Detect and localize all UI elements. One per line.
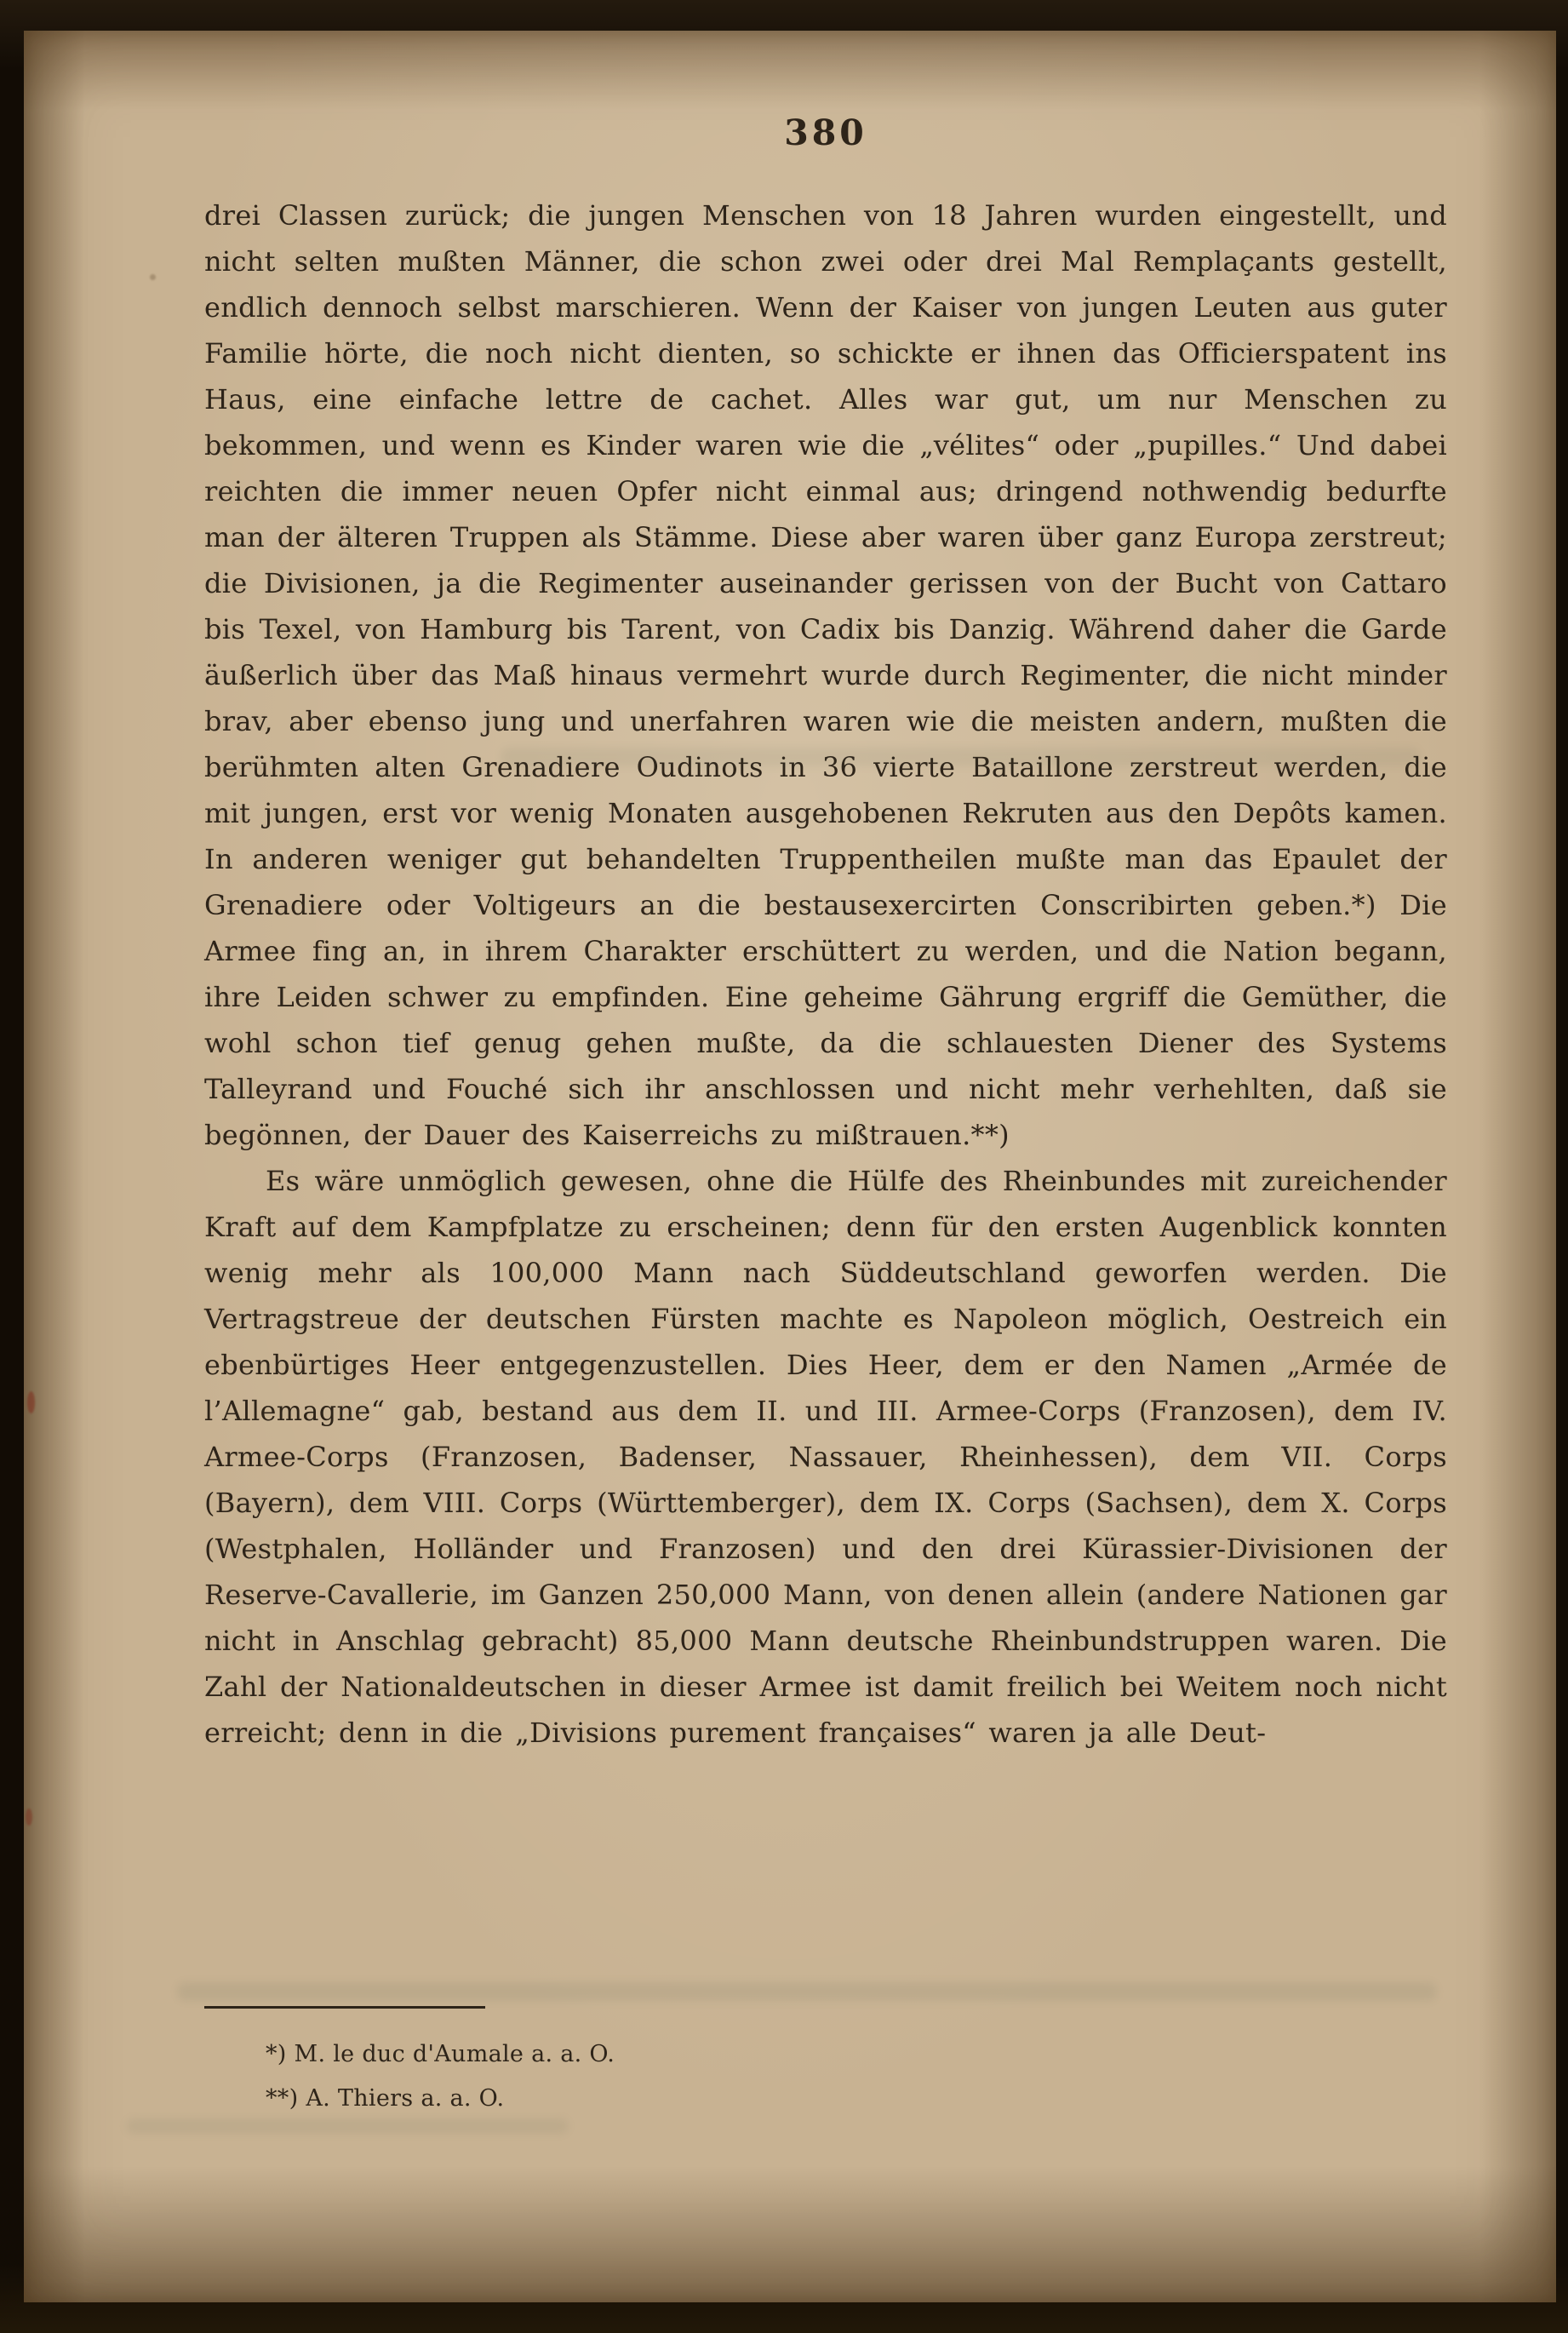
stain bbox=[27, 1391, 35, 1413]
paragraph: drei Classen zurück; die jungen Menschen von 18 Jahren wurden eingestellt, und nicht selten mußten Männer, die schon zwei oder drei Mal Remplaçants gestellt, endlich dennoch selbst marschieren. Wenn der Kaiser von jungen Leuten aus guter Familie hörte, die noch nicht dienten, so schickte er ihnen das Officierspatent ins Haus, eine einfache lettre de cachet. Alles war gut, um nur Menschen zu bekommen, und wenn es Kinder waren wie die „vélites“ oder „pupilles.“ Und dabei reichten die immer neuen Opfer nicht einmal aus; dringend nothwendig bedurfte man der älteren Truppen als Stämme. Diese aber waren über ganz Europa zerstreut; die Divisionen, ja die Regimenter auseinander gerissen von der Bucht von Cattaro bis Texel, von Hamburg bis Tarent, von Cadix bis Danzig. Während daher die Garde äußerlich über das Maß hinaus vermehrt wurde durch Regimenter, die nicht minder brav, aber ebenso jung und unerfahren waren wie die meisten andern, mußten die berühmten alten Grenadiere Oudinots in 36 vierte Bataillone zerstreut werden, die mit jungen, erst vor wenig Monaten ausgehobenen Rekruten aus den Depôts kamen. In anderen weniger gut behandelten Truppentheilen mußte man das Epaulet der Grenadiere oder Voltigeurs an die bestausexercirten Conscribirten geben.*) Die Armee fing an, in ihrem Charakter erschüttert zu werden, und die Nation begann, ihre Leiden schwer zu empfinden. Eine geheime Gährung ergriff die Gemüther, die wohl schon tief genug gehen mußte, da die schlauesten Diener des Systems Talleyrand und Fouché sich ihr anschlossen und nicht mehr verhehlten, daß sie begönnen, der Dauer des Kaiserreichs zu mißtrauen.**) bbox=[204, 199, 1447, 1151]
page-number: 380 bbox=[784, 112, 867, 153]
footnote-list bbox=[204, 2032, 1447, 2121]
footnote: **) A. Thiers a. a. O. bbox=[266, 2085, 505, 2112]
stain bbox=[150, 274, 156, 280]
footnote-separator bbox=[204, 2006, 485, 2009]
paragraph: Es wäre unmöglich gewesen, ohne die Hülfe des Rheinbundes mit zureichender Kraft auf dem Kampfplatze zu erscheinen; denn für den ersten Augenblick konnten wenig mehr als 100,000 Mann nach Süddeutschland geworfen werden. Die Vertragstreue der deutschen Fürsten machte es Napoleon möglich, Oestreich ein ebenbürtiges Heer entgegenzustellen. Dies Heer, dem er den Namen „Armée de l’Allemagne“ gab, bestand aus dem II. und III. Armee-Corps (Franzosen), dem IV. Armee-Corps (Franzosen, Badenser, Nassauer, Rheinhessen), dem VII. Corps (Bayern), dem VIII. Corps (Württemberger), dem IX. Corps (Sachsen), dem X. Corps (Westphalen, Holländer und Franzosen) und den drei Kürassier-Divisionen der Reserve-Cavallerie, im Ganzen 250,000 Mann, von denen allein (andere Nationen gar nicht in Anschlag gebracht) 85,000 Mann deutsche Rheinbundstruppen waren. Die Zahl der Nationaldeutschen in dieser Armee ist damit freilich bei Weitem noch nicht erreicht; denn in die „Divisions purement françaises“ waren ja alle Deut- bbox=[204, 1165, 1447, 1749]
show-through-mark bbox=[177, 1982, 1437, 2001]
footnotes-section bbox=[204, 2006, 1447, 2121]
body-text bbox=[204, 192, 1447, 1756]
book-page bbox=[24, 31, 1556, 2302]
footnote: *) M. le duc d'Aumale a. a. O. bbox=[266, 2041, 615, 2067]
stain bbox=[26, 1809, 32, 1826]
